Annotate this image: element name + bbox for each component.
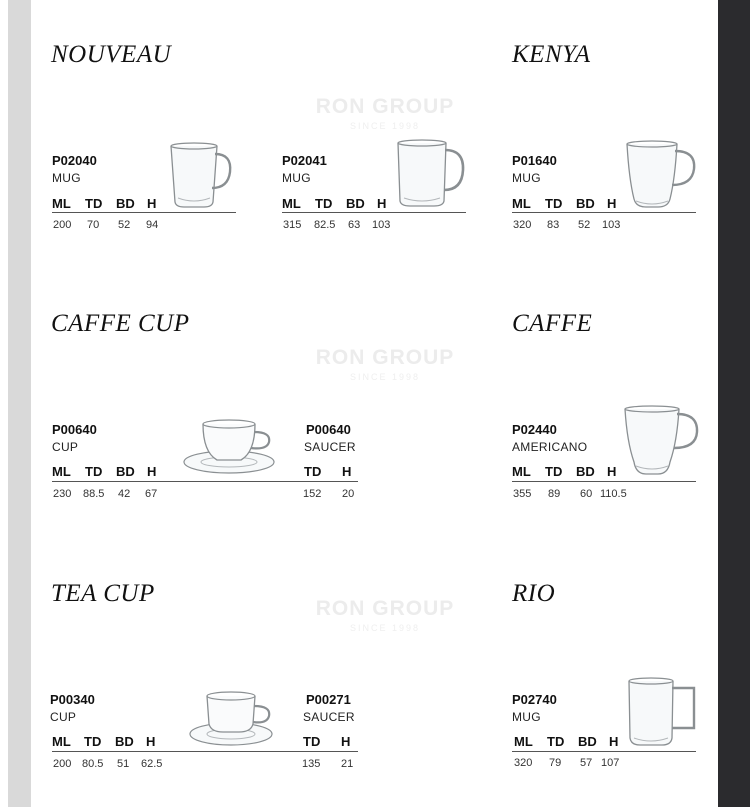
spec-ml-value: 320 — [513, 219, 532, 231]
col-header-td: TD — [85, 464, 103, 479]
product-code: P02440 — [512, 422, 557, 437]
col-header-ml: ML — [514, 734, 533, 749]
product-code: P00640 — [52, 422, 97, 437]
spec-h-value: 110.5 — [600, 488, 627, 500]
spec-bd-value: 60 — [580, 488, 593, 500]
product-type: MUG — [512, 710, 541, 724]
watermark-brand: RON GROUP — [315, 597, 455, 620]
product-type: MUG — [512, 171, 541, 185]
section-title-rio: RIO — [512, 580, 556, 607]
col-header-h: H — [607, 464, 617, 479]
col-header-ml: ML — [282, 196, 301, 211]
spec-divider — [512, 212, 696, 213]
right-margin-bar — [718, 0, 750, 807]
spec-ml-value: 355 — [513, 488, 532, 500]
spec-h-value: 103 — [602, 219, 621, 231]
product-type: SAUCER — [304, 440, 356, 454]
spec-bd-value: 57 — [580, 757, 593, 769]
spec-divider — [52, 751, 358, 752]
spec-divider — [52, 212, 236, 213]
product-code: P02740 — [512, 692, 557, 707]
watermark — [305, 346, 465, 382]
col-header-ml: ML — [512, 196, 531, 211]
col-header-bd: BD — [576, 464, 595, 479]
spec-td-value: 82.5 — [314, 219, 336, 231]
section-title-nouveau: NOUVEAU — [51, 41, 172, 68]
spec-ml-value: 315 — [283, 219, 302, 231]
cup-and-saucer-image — [189, 690, 275, 748]
col-header-ml: ML — [52, 734, 71, 749]
spec-h-value: 107 — [601, 757, 620, 769]
col-header-h: H — [147, 196, 157, 211]
glass-mug-image — [166, 140, 234, 210]
product-type: AMERICANO — [512, 440, 588, 454]
glass-mug-image — [394, 138, 466, 210]
col-header-bd: BD — [346, 196, 365, 211]
spec-bd-value: 52 — [578, 219, 591, 231]
section-title-caffe-cup: CAFFE CUP — [51, 310, 190, 337]
left-margin-bar — [0, 0, 31, 807]
product-type: MUG — [52, 171, 81, 185]
spec-divider — [512, 751, 696, 752]
spec-h-value: 103 — [372, 219, 391, 231]
spec-ml-value: 230 — [53, 488, 72, 500]
product-code: P00640 — [306, 422, 351, 437]
spec-divider — [282, 212, 466, 213]
col-header-h: H — [147, 464, 157, 479]
spec-td-value: 70 — [87, 219, 100, 231]
watermark-sub: SINCE 1998 — [349, 121, 421, 131]
col-header-td: TD — [84, 734, 102, 749]
spec-ml-value: 200 — [53, 219, 72, 231]
product-type: SAUCER — [303, 710, 355, 724]
spec-h-value: 21 — [341, 758, 354, 770]
col-header-h: H — [607, 196, 617, 211]
product-type: MUG — [282, 171, 311, 185]
spec-bd-value: 51 — [117, 758, 130, 770]
spec-ml-value: 320 — [514, 757, 533, 769]
spec-td-value: 89 — [548, 488, 561, 500]
spec-bd-value: 42 — [118, 488, 131, 500]
col-header-bd: BD — [115, 734, 134, 749]
product-code: P00340 — [50, 692, 95, 707]
col-header-td: TD — [315, 196, 333, 211]
product-code: P02041 — [282, 153, 327, 168]
product-type: CUP — [50, 710, 77, 724]
spec-td-value: 88.5 — [83, 488, 105, 500]
col-header-h: H — [342, 464, 352, 479]
col-header-h: H — [609, 734, 619, 749]
col-header-h: H — [377, 196, 387, 211]
spec-td-value: 83 — [547, 219, 560, 231]
section-title-kenya: KENYA — [512, 41, 591, 68]
left-margin-edge — [0, 0, 8, 807]
glass-mug-image — [626, 676, 698, 748]
col-header-td: TD — [304, 464, 322, 479]
spec-bd-value: 63 — [348, 219, 361, 231]
product-type: CUP — [52, 440, 79, 454]
spec-bd-value: 52 — [118, 219, 131, 231]
col-header-ml: ML — [52, 464, 71, 479]
spec-h-value: 62.5 — [141, 758, 163, 770]
col-header-h: H — [146, 734, 156, 749]
col-header-ml: ML — [512, 464, 531, 479]
col-header-bd: BD — [116, 196, 135, 211]
col-header-td: TD — [545, 196, 563, 211]
col-header-bd: BD — [578, 734, 597, 749]
col-header-ml: ML — [52, 196, 71, 211]
spec-h-value: 94 — [146, 219, 159, 231]
spec-h-value: 20 — [342, 488, 355, 500]
glass-mug-image — [624, 139, 698, 211]
watermark — [305, 95, 465, 131]
spec-h-value: 67 — [145, 488, 158, 500]
product-code: P01640 — [512, 153, 557, 168]
col-header-h: H — [341, 734, 351, 749]
watermark-brand: RON GROUP — [315, 346, 455, 369]
spec-td-value: 135 — [302, 758, 321, 770]
col-header-td: TD — [547, 734, 565, 749]
spec-td-value: 80.5 — [82, 758, 104, 770]
product-code: P02040 — [52, 153, 97, 168]
col-header-bd: BD — [576, 196, 595, 211]
watermark-sub: SINCE 1998 — [349, 623, 421, 633]
glass-mug-image — [622, 404, 700, 478]
watermark — [305, 597, 465, 633]
spec-td-value: 152 — [303, 488, 322, 500]
col-header-td: TD — [545, 464, 563, 479]
spec-ml-value: 200 — [53, 758, 72, 770]
section-title-tea-cup: TEA CUP — [51, 580, 155, 607]
product-code: P00271 — [306, 692, 351, 707]
section-title-caffe: CAFFE — [512, 310, 593, 337]
watermark-sub: SINCE 1998 — [349, 372, 421, 382]
col-header-bd: BD — [116, 464, 135, 479]
spec-divider — [52, 481, 358, 482]
spec-td-value: 79 — [549, 757, 562, 769]
col-header-td: TD — [85, 196, 103, 211]
cup-and-saucer-image — [183, 418, 277, 476]
col-header-td: TD — [303, 734, 321, 749]
spec-divider — [512, 481, 696, 482]
watermark-brand: RON GROUP — [315, 95, 455, 118]
